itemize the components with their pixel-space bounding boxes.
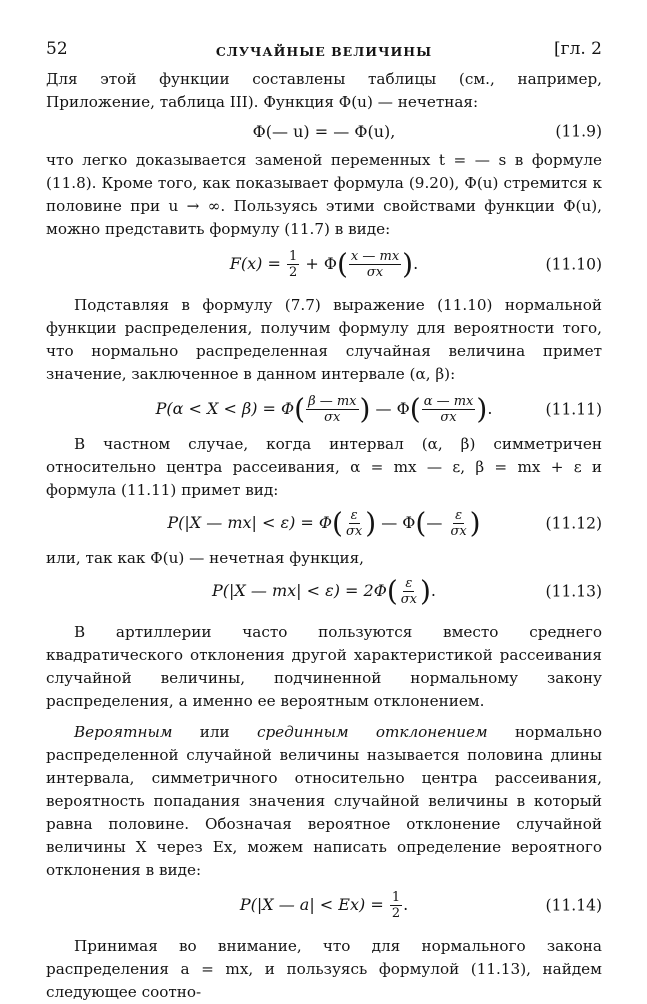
term-median-deviation: срединным отклонением — [256, 723, 488, 741]
equation-body: Φ(— u) = — Φ(u), — [252, 122, 396, 141]
equation-number: (11.9) — [555, 122, 602, 140]
paragraph-2: что легко доказывается заменой переменных t = — s в формуле (11.8). Кроме того, как показывает формула (9.20), Φ(u) стремится к половине при u → ∞. Пользуясь этими свойствами функции Φ(u), можно представить формулу (11.7) в виде: — [46, 151, 602, 238]
paragraph-5: или, так как Φ(u) — нечетная функция, — [46, 549, 364, 567]
equation-number: (11.13) — [545, 582, 602, 600]
equation-11-12 — [46, 508, 602, 539]
paragraph-8: Принимая во внимание, что для нормального закона распределения a = mx, и пользуясь формулой (11.13), найдем следующее соотно- — [46, 937, 602, 1001]
paragraph-6: В артиллерии часто пользуются вместо среднего квадратического отклонения другой характеристикой рассеивания случайной величины, подчиненной нормальному закону распределения, а именно ее вероятным отклонением. — [46, 623, 602, 710]
page-number: 52 — [46, 39, 68, 59]
equation-11-14 — [46, 890, 602, 921]
paragraph-7: Вероятным или срединным отклонением нормально распределенной случайной величины называется половина длины интервала, симметричного относительно центра рассеивания, вероятность попадания значения случайной величины в который равна половине. Обозначая вероятное отклонение случайной величины X через Ex, можем написать определение вероятного отклонения в виде: — [46, 723, 602, 879]
equation-number: (11.10) — [545, 255, 602, 273]
paragraph-3: Подставляя в формулу (7.7) выражение (11.10) нормальной функции распределения, получим формулу для вероятности того, что нормально распределенная случайная величина примет значение, заключенное в данном интервале (α, β): — [46, 296, 602, 383]
paragraph-1: Для этой функции составлены таблицы (см., например, Приложение, таблица III). Функция Φ(u) — нечетная: — [46, 70, 602, 111]
equation-11-13 — [46, 576, 602, 607]
equation-number: (11.11) — [545, 400, 602, 418]
page — [46, 38, 602, 1004]
running-title: СЛУЧАЙНЫЕ ВЕЛИЧИНЫ — [215, 44, 433, 59]
term-probable: Вероятным — [74, 723, 173, 741]
equation-body: P(α < X < β) = Φ( $\frac{\beta — mx}{\sigma x}$ ) — Φ( $\frac{\alpha — mx}{\sigma x}$ ). — [155, 392, 493, 426]
paragraph-4: В частном случае, когда интервал (α, β) симметричен относительно центра рассеивания, α = mx — ε, β = mx + ε и формула (11.11) примет вид: — [46, 435, 602, 499]
equation-body: F(x) = $\frac{1}{2}$ + Φ( $\frac{x — mx}{\sigma x}$ ). — [229, 247, 419, 281]
chapter-marker: [гл. 2 — [554, 39, 602, 59]
equation-body: P(|X — mx| < ε) = 2Φ( $\frac{\varepsilon}{\sigma x}$ ). — [211, 574, 436, 608]
equation-11-11 — [46, 394, 602, 425]
running-head — [46, 38, 602, 64]
equation-11-10 — [46, 249, 602, 280]
equation-body: P(|X — mx| < ε) = Φ( $\frac{\varepsilon}{\sigma x}$ ) — Φ(— $\frac{\varepsilon}{\sigma x}$ ) — [167, 506, 481, 540]
equation-body: P(|X — a| < Ex) = $\frac{1}{2}$ . — [239, 890, 409, 921]
equation-number: (11.12) — [545, 514, 602, 532]
equation-11-9 — [46, 120, 602, 143]
equation-number: (11.14) — [545, 896, 602, 914]
